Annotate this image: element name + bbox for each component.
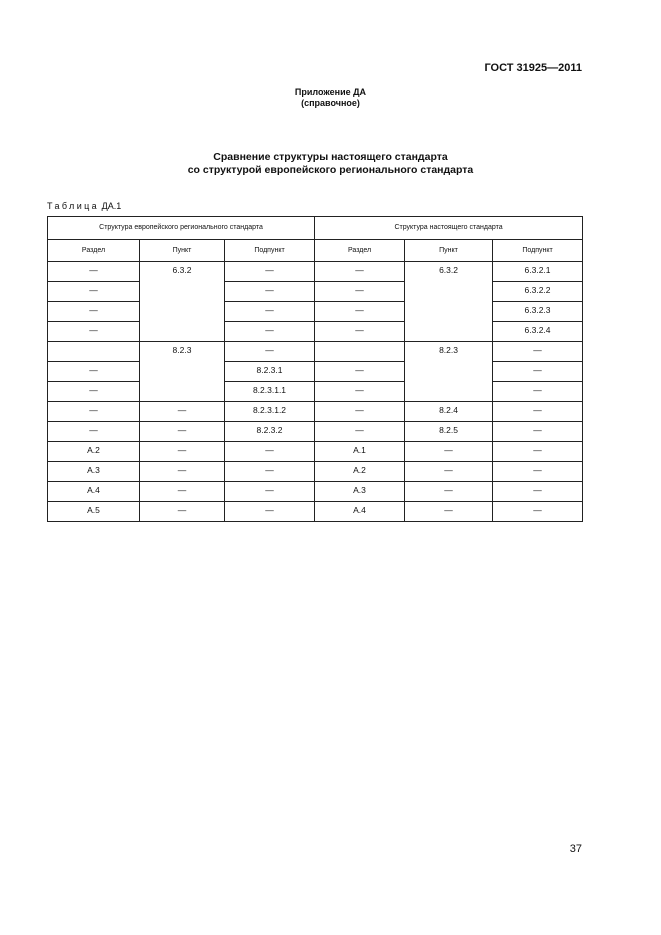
table-cell: —: [48, 322, 140, 342]
table-cell: —: [493, 382, 583, 402]
table-cell: —: [140, 422, 225, 442]
table-row: [48, 462, 583, 482]
appendix-heading: [0, 87, 661, 109]
table-cell: —: [48, 382, 140, 402]
table-cell: —: [48, 362, 140, 382]
table-cell: 8.2.3.1.1: [225, 382, 315, 402]
table-cell: 8.2.3: [140, 342, 225, 402]
table-cell: —: [493, 402, 583, 422]
table-row: [48, 422, 583, 442]
table-cell: —: [493, 462, 583, 482]
table-row: [48, 502, 583, 522]
table-cell: —: [405, 462, 493, 482]
table-row: [48, 302, 583, 322]
table-cell: 8.2.4: [405, 402, 493, 422]
table-row: [48, 382, 583, 402]
table-column-header-row: [48, 240, 583, 262]
table-cell: [48, 342, 140, 362]
table-cell: —: [140, 402, 225, 422]
table-cell: 8.2.5: [405, 422, 493, 442]
table-cell: 6.3.2: [140, 262, 225, 342]
page-title-line-1: Сравнение структуры настоящего стандарта: [213, 151, 448, 163]
table-cell: —: [225, 322, 315, 342]
table-cell: —: [315, 362, 405, 382]
table-cell: 8.2.3.1: [225, 362, 315, 382]
table-cell: 6.3.2.4: [493, 322, 583, 342]
table-cell: 8.2.3.1.2: [225, 402, 315, 422]
table-caption-word: Таблица: [47, 201, 100, 211]
table-cell: —: [140, 482, 225, 502]
table-cell: А.2: [48, 442, 140, 462]
table-cell: —: [140, 442, 225, 462]
table-cell: —: [315, 282, 405, 302]
col-header-eu-section: Раздел: [48, 240, 140, 262]
table-cell: —: [315, 402, 405, 422]
col-header-cur-subclause: Подпункт: [493, 240, 583, 262]
table-cell: 6.3.2.3: [493, 302, 583, 322]
table-cell: 8.2.3.2: [225, 422, 315, 442]
table-cell: —: [225, 502, 315, 522]
table-cell: —: [48, 302, 140, 322]
table-cell: —: [493, 482, 583, 502]
group-header-european: Структура европейского регионального стандарта: [48, 217, 315, 240]
table-cell: —: [315, 422, 405, 442]
table-cell: —: [493, 342, 583, 362]
table-cell: —: [48, 262, 140, 282]
table-cell: —: [493, 442, 583, 462]
table-row: [48, 442, 583, 462]
table-row: [48, 362, 583, 382]
table-cell: —: [315, 382, 405, 402]
table-cell: —: [225, 462, 315, 482]
table-cell: А.3: [315, 482, 405, 502]
page-title-line-2: со структурой европейского регионального стандарта: [187, 164, 474, 176]
table-cell: —: [315, 262, 405, 282]
table-cell: —: [225, 342, 315, 362]
table-cell: —: [493, 502, 583, 522]
table-cell: —: [140, 502, 225, 522]
table-cell: —: [225, 442, 315, 462]
appendix-title: Приложение ДА: [294, 87, 367, 97]
table-cell: —: [48, 422, 140, 442]
table-cell: —: [405, 442, 493, 462]
table-cell: —: [48, 282, 140, 302]
col-header-eu-clause: Пункт: [140, 240, 225, 262]
table-row: [48, 402, 583, 422]
table-cell: —: [493, 422, 583, 442]
page-title: [0, 151, 661, 177]
table-cell: 8.2.3: [405, 342, 493, 402]
table-cell: А.2: [315, 462, 405, 482]
col-header-cur-section: Раздел: [315, 240, 405, 262]
table-cell: —: [315, 322, 405, 342]
table-cell: А.5: [48, 502, 140, 522]
table-cell: —: [315, 302, 405, 322]
table-cell: —: [48, 402, 140, 422]
col-header-cur-clause: Пункт: [405, 240, 493, 262]
table-cell: —: [225, 482, 315, 502]
standard-number: ГОСТ 31925—2011: [484, 62, 582, 74]
table-cell: —: [493, 362, 583, 382]
table-cell: —: [225, 302, 315, 322]
table-cell: —: [225, 282, 315, 302]
page-number: 37: [569, 843, 582, 855]
table-cell: [315, 342, 405, 362]
table-cell: —: [225, 262, 315, 282]
comparison-table: [47, 216, 583, 522]
col-header-eu-subclause: Подпункт: [225, 240, 315, 262]
table-group-header-row: [48, 217, 583, 240]
group-header-current: Структура настоящего стандарта: [315, 217, 583, 240]
table-cell: А.1: [315, 442, 405, 462]
table-row: [48, 322, 583, 342]
table-cell: А.4: [48, 482, 140, 502]
table-cell: 6.3.2: [405, 262, 493, 342]
table-row: [48, 482, 583, 502]
table-cell: —: [405, 482, 493, 502]
table-cell: А.3: [48, 462, 140, 482]
table-cell: 6.3.2.1: [493, 262, 583, 282]
appendix-subtitle: (справочное): [301, 98, 360, 108]
table-row: [48, 342, 583, 362]
table-caption: [47, 201, 121, 211]
table-caption-id: ДА.1: [101, 201, 122, 211]
table-cell: —: [405, 502, 493, 522]
table-cell: —: [140, 462, 225, 482]
table-row: [48, 282, 583, 302]
table-cell: А.4: [315, 502, 405, 522]
table-cell: 6.3.2.2: [493, 282, 583, 302]
table-row: [48, 262, 583, 282]
